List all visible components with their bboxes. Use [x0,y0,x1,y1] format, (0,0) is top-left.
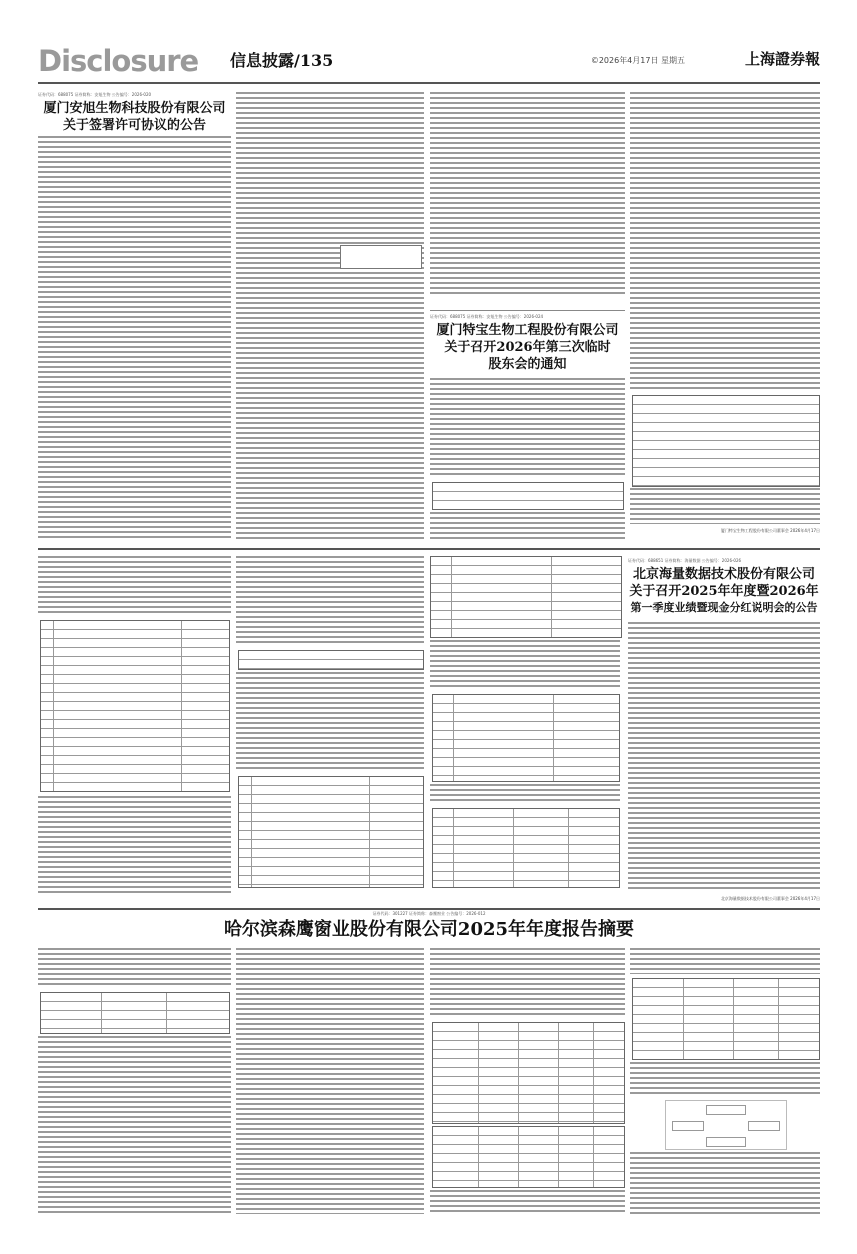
company-info-table [40,992,230,1034]
article-body [430,512,625,540]
header-rule [38,82,820,84]
article-signature: 北京海量数据技术股份有限公司董事会 2026年4月17日 [720,896,820,901]
dateline: ©2026年4月17日 星期五 [590,56,685,65]
article-body [430,378,625,478]
quarterly-data-table [432,1126,625,1188]
article-title: 厦门安旭生物科技股份有限公司 [43,101,226,116]
article-divider [430,310,625,311]
article-body [430,1190,625,1214]
article-body [38,1036,231,1214]
section-title: 信息披露/135 [230,51,334,70]
article-subtitle: 关于召开2025年年度暨2026年 [629,584,819,599]
article-body [38,136,231,540]
article-body [38,556,231,616]
article-meeting-notice [430,314,625,374]
masthead: Disclosure [38,44,199,78]
article-body [630,92,820,392]
data-table [432,694,620,782]
article-body [630,1062,820,1096]
article-title: 厦门特宝生物工程股份有限公司 [436,323,619,338]
article-body [628,622,820,892]
ownership-chart [665,1100,787,1150]
form-table [340,245,422,269]
article-signature [430,298,625,306]
data-table [40,620,230,792]
data-table [238,650,424,670]
article-title: 北京海量数据技术股份有限公司 [632,567,815,582]
data-table [432,808,620,888]
financial-data-table [432,1022,625,1124]
proposal-table [432,482,624,510]
article-body [38,948,231,988]
article-body [236,948,424,1214]
article-signature: 厦门特宝生物工程股份有限公司董事会 2026年4月17日 [720,528,820,533]
article-body [430,784,620,804]
article-codes: 证券代码：301227 证券简称：森鹰窗业 公告编号：2026-012 [372,911,486,916]
article-body [430,948,625,1018]
section-rule [38,908,820,910]
article-codes: 证券代码：688651 证券简称：海量数据 公告编号：2026-026 [628,558,742,563]
article-body [236,672,424,772]
article-subtitle: 股东会的通知 [488,357,567,372]
section-rule [38,548,820,550]
article-body [630,948,820,974]
data-table [238,776,424,888]
page-header [38,44,820,78]
article-subtitle: 第一季度业绩暨现金分红说明会的公告 [630,601,818,614]
article-body [236,556,424,646]
article-codes: 证券代码：688075 证券简称：安旭生物 公告编号：2026-020 [38,92,152,97]
newspaper-name: 上海證券報 [744,50,820,68]
article-body [630,488,820,524]
article-subtitle: 关于签署许可协议的公告 [62,118,206,132]
data-table [430,556,622,638]
annual-report-title: 哈尔滨森鹰窗业股份有限公司2025年年度报告摘要 [223,919,635,940]
article-body [430,92,625,295]
article-codes: 证券代码：688075 证券简称：安旭生物 公告编号：2026-024 [430,314,544,319]
article-license-agreement [38,92,231,132]
article-body [38,796,231,896]
article-body [430,640,620,690]
shareholder-table [632,978,820,1060]
article-earnings-briefing [628,558,820,620]
article-body [236,92,424,540]
registration-table [632,395,820,487]
article-body [630,1152,820,1214]
article-subtitle: 关于召开2026年第三次临时 [444,340,611,355]
